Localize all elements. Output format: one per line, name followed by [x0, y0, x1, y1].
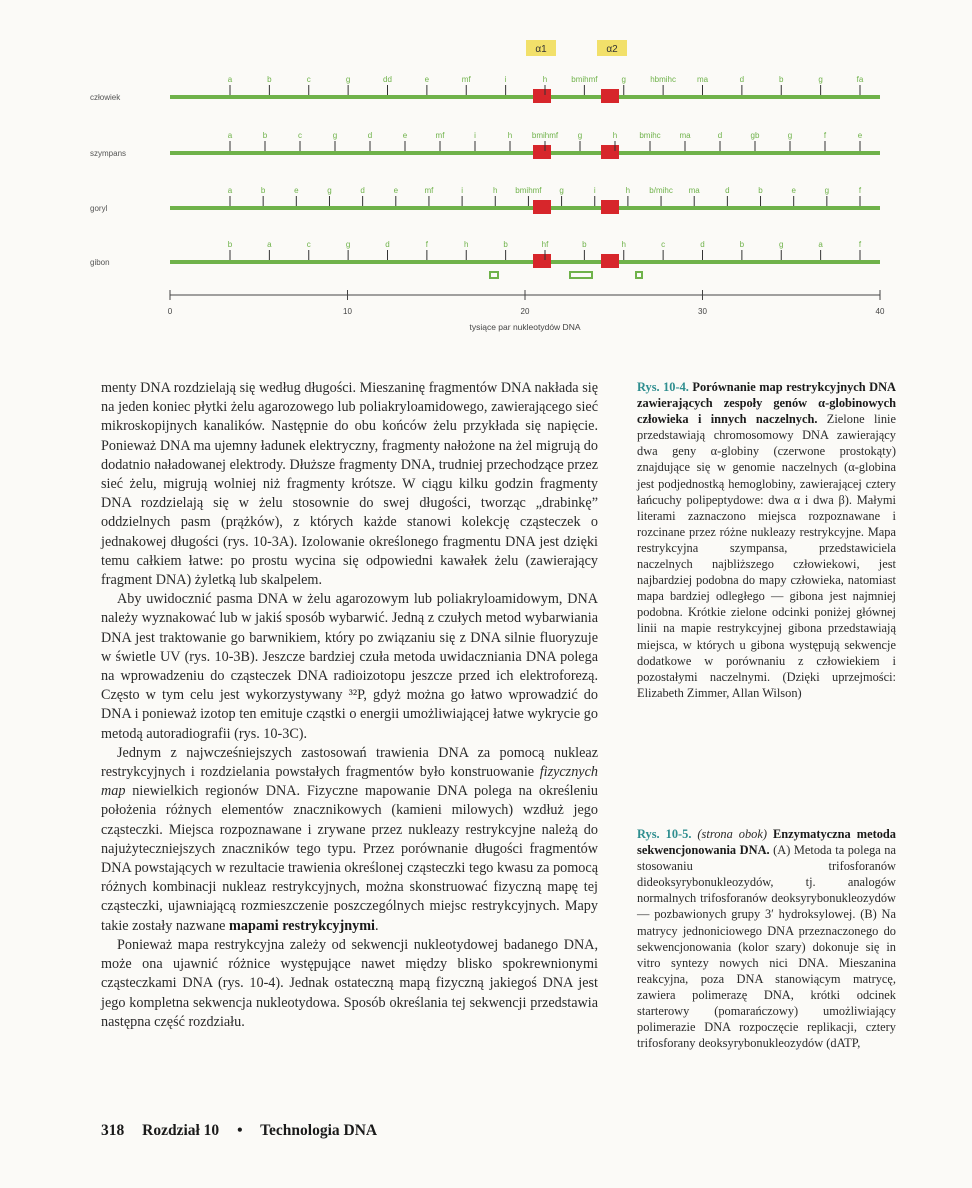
- site-letter: dd: [383, 75, 392, 84]
- species-label: człowiek: [90, 93, 121, 102]
- site-letter: f: [858, 240, 862, 249]
- site-letter: d: [360, 186, 365, 195]
- main-text-column: [101, 379, 598, 1032]
- site-letter: h: [507, 131, 513, 140]
- figure-caption-10-5: Rys. 10-5. (strona obok) Enzymatyczna metoda sekwencjonowania DNA. (A) Metoda ta polega na stosowaniu trifosforanów dideoksyrybonukleozydów, tj. analogów normalnych trifosforanów deoksyrybonukleozydów — pozbawionych grupy 3′ hydroksylowej. (B) Na matrycy jednoniciowego DNA przeznaczonego do sekwencjonowania (kolor szary) dokonuje się in vitro syntezy nowych nici DNA. Mieszanina reakcyjna, poza DNA stanowiącym matrycę, zawiera polimerazę DNA, krótki odcinek starterowy (pomarańczowy) umożliwiający polimerazie DNA rozpoczęcie replikacji, cztery trifosforany deoksyrybonukleozydów (dATP,: [637, 827, 896, 1051]
- alpha1-label: α1: [535, 44, 547, 55]
- site-letter: b: [779, 75, 784, 84]
- site-letter: e: [393, 186, 399, 195]
- site-letter: h: [621, 240, 626, 249]
- site-letter: g: [345, 240, 351, 249]
- site-letter: mf: [424, 186, 434, 195]
- insertion-marker: [636, 272, 642, 278]
- site-letter: g: [577, 131, 583, 140]
- site-letter: bmihmf: [571, 75, 598, 84]
- site-letter: bmihmf: [515, 186, 542, 195]
- species-label: szympans: [90, 149, 127, 158]
- alpha2-gene: [601, 254, 619, 268]
- alpha1-gene: [533, 254, 551, 268]
- site-letter: f: [858, 186, 862, 195]
- site-letter: c: [306, 240, 311, 249]
- page-footer: [101, 1122, 391, 1140]
- site-letter: f: [823, 131, 827, 140]
- alpha2-gene: [601, 89, 619, 103]
- site-letter: e: [791, 186, 796, 195]
- axis-tick-label: 0: [167, 307, 173, 316]
- figure-caption-10-4: Rys. 10-4. Porównanie map restrykcyjnych DNA zawierających zespoły genów α-globinowych człowieka i innych naczelnych. Zielone linie przedstawiają chromosomowy DNA zawierający dwa geny α-globiny (czerwone prostokąty) znajdujące się w genomie naczelnych (α-globina jest podjednostką hemoglobiny, zawierającej cztery łańcuchy polipeptydowe: dwa α i dwa β). Małymi literami zaznaczono miejsca rozpoznawane i rozcinane przez różne nukleazy restrykcyjne. Mapa restrykcyjna szympansa, przedstawiciela naczelnych najbliższego człowiekowi, jest najbardziej podobna do mapy człowieka, natomiast mapa bardziej odległego — gibona jest najmniej podobna. Krótkie zielone odcinki poniżej głównej linii na mapie restrykcyjnej gibona przedstawiają miejsca, w których u gibona występują sekwencje dodatkowe w porównaniu z człowiekiem i pozostałymi naczelnymi. (Dzięki uprzejmości: Elizabeth Zimmer, Allan Wilson): [637, 380, 896, 700]
- site-letter: g: [621, 75, 626, 84]
- site-letter: i: [593, 186, 596, 195]
- site-letter: i: [474, 131, 476, 140]
- site-letter: i: [461, 186, 463, 195]
- paragraph-4: Ponieważ mapa restrykcyjna zależy od sekwencji nukleotydowej badanego DNA, może ona ujawnić różnice występujące nawet między blisko spokrewnionymi cząsteczkami DNA (rys. 10-4). Jednak ostateczną mapą fizyczną jakiegoś DNA jest jego kompletna sekwencja nukleotydowa. Sposób określania tej sekwencji przedstawia następna część rozdziału.: [101, 936, 598, 1030]
- paragraph-1: menty DNA rozdzielają się według długości. Mieszaninę fragmentów DNA nakłada się na jeden koniec płytki żelu agarozowego lub poliakryloamidowego, zawierającego sieć mikroskopijnych kanalików. Następnie do obu końców żelu przykłada się napięcie. Ponieważ DNA ma ujemny ładunek elektryczny, fragmenty nałożone na żel migrują do dodatnio naładowanej elektrody. Dłuższe fragmenty DNA, trudniej przechodzące przez sieć żelu, migrują wolniej niż fragmenty krótsze. W ciągu kilku godzin fragmenty DNA rozdzielają się w żelu stosownie do swej długości, tworząc „drabinkę” oddzielnych pasm (prążków), z których każde stanowi kolekcję cząsteczek o jednakowej długości (rys. 10-3A). Izolowanie określonego fragmentu DNA jest dzięki temu całkiem łatwe: po prostu wycina się odpowiedni kawałek żelu (zawierający fragment DNA) żyletką lub skalpelem.: [101, 380, 598, 589]
- chapter-label: Rozdział 10: [142, 1122, 220, 1139]
- site-letter: a: [267, 240, 272, 249]
- site-letter: ma: [696, 75, 709, 84]
- site-letter: h: [612, 131, 618, 140]
- alpha2-gene: [601, 145, 619, 159]
- site-letter: h: [493, 186, 498, 195]
- site-letter: h: [464, 240, 469, 249]
- site-letter: b: [758, 186, 763, 195]
- site-letter: d: [385, 240, 390, 249]
- site-letter: e: [857, 131, 863, 140]
- site-letter: f: [425, 240, 428, 249]
- site-letter: a: [818, 240, 823, 249]
- site-letter: g: [345, 75, 351, 84]
- site-letter: b: [227, 240, 233, 249]
- site-letter: b: [582, 240, 587, 249]
- site-letter: g: [824, 186, 830, 195]
- site-letter: b: [260, 186, 266, 195]
- site-letter: gb: [750, 131, 760, 140]
- site-letter: c: [298, 131, 302, 140]
- insertion-marker: [570, 272, 592, 278]
- alpha2-gene: [601, 200, 619, 214]
- site-letter: g: [559, 186, 564, 195]
- site-letter: b: [503, 240, 508, 249]
- alpha1-gene: [533, 145, 551, 159]
- site-letter: d: [717, 131, 723, 140]
- site-letter: e: [402, 131, 408, 140]
- site-letter: d: [367, 131, 373, 140]
- site-letter: d: [700, 240, 705, 249]
- site-letter: b/mihc: [649, 186, 673, 195]
- site-letter: g: [779, 240, 784, 249]
- axis-tick-label: 40: [875, 307, 885, 316]
- site-letter: d: [725, 186, 730, 195]
- alpha1-gene: [533, 89, 551, 103]
- site-letter: g: [332, 131, 338, 140]
- site-letter: g: [818, 75, 823, 84]
- site-letter: bmihc: [639, 131, 661, 140]
- site-letter: ma: [679, 131, 691, 140]
- site-letter: bmihmf: [531, 131, 559, 140]
- site-letter: h: [625, 186, 631, 195]
- footer-separator: •: [237, 1122, 243, 1139]
- site-letter: b: [267, 75, 272, 84]
- site-letter: g: [327, 186, 332, 195]
- page-number: 318: [101, 1122, 125, 1139]
- site-letter: g: [787, 131, 793, 140]
- site-letter: ma: [688, 186, 700, 195]
- site-letter: a: [227, 75, 233, 84]
- site-letter: i: [504, 75, 507, 84]
- site-letter: e: [294, 186, 299, 195]
- site-letter: c: [661, 240, 666, 249]
- axis-tick-label: 10: [343, 307, 352, 316]
- site-letter: hf: [541, 240, 549, 249]
- alpha1-gene: [533, 200, 551, 214]
- axis-label: tysiące par nukleotydów DNA: [469, 322, 581, 332]
- species-label: gibon: [90, 258, 110, 267]
- alpha2-label: α2: [606, 44, 618, 55]
- axis-tick-label: 30: [698, 307, 707, 316]
- site-letter: h: [542, 75, 548, 84]
- chapter-title: Technologia DNA: [260, 1122, 378, 1139]
- site-letter: mf: [461, 75, 471, 84]
- site-letter: a: [227, 186, 233, 195]
- site-letter: e: [424, 75, 430, 84]
- paragraph-2: Aby uwidocznić pasma DNA w żelu agarozowym lub poliakryloamidowym, DNA należy wyznakować lub w jakiś sposób wybarwić. Jedną z czułych metod wybarwiania DNA jest traktowanie go barwnikiem, który po związaniu się z DNA silnie fluoryzuje w świetle UV (rys. 10-3B). Jeszcze bardziej czuła metoda uwidaczniania DNA polega na wprowadzeniu do cząsteczek DNA radioizotopu jeszcze przed ich elektroforezą. Często w tym celu jest wykorzystywany ³²P, gdyż można go łatwo wprowadzić do DNA i ponieważ izotop ten emituje cząstki o energii umożliwiającej łatwe wykrycie go metodą autoradiografii (rys. 10-3C).: [101, 591, 598, 742]
- site-letter: c: [306, 75, 311, 84]
- restriction-map-figure: [0, 0, 972, 345]
- paragraph-3: Jednym z najwcześniejszych zastosowań trawienia DNA za pomocą nukleaz restrykcyjnych i rozdzielania powstałych fragmentów było konstruowanie fizycznych map niewielkich regionów DNA. Fizyczne mapowanie DNA polega na określeniu położenia różnych elementów znacznikowych (kamieni milowych) wzdłuż jego cząsteczki. Miejsca rozpoznawane i zrywane przez nukleazy restrykcyjne należą do najużyteczniejszych znaczników tego typu. Przez porównanie długości fragmentów DNA powstających w rezultacie trawienia określonej cząsteczki tego kwasu za pomocą różnych kombinacji nukleaz restrykcyjnych, można skonstruować fizyczną mapę tej cząsteczki, ujawniającą rozmieszczenie poszczególnych miejsc restrykcyjnych. Mapy takie zostały nazwane mapami restrykcyjnymi.: [101, 744, 598, 934]
- site-letter: d: [739, 75, 745, 84]
- site-letter: fa: [856, 75, 864, 84]
- species-label: goryl: [90, 204, 108, 213]
- site-letter: b: [739, 240, 745, 249]
- site-letter: b: [262, 131, 268, 140]
- site-letter: a: [227, 131, 233, 140]
- axis-tick-label: 20: [520, 307, 530, 316]
- insertion-marker: [490, 272, 498, 278]
- site-letter: mf: [435, 131, 445, 140]
- site-letter: hbmihc: [650, 75, 677, 84]
